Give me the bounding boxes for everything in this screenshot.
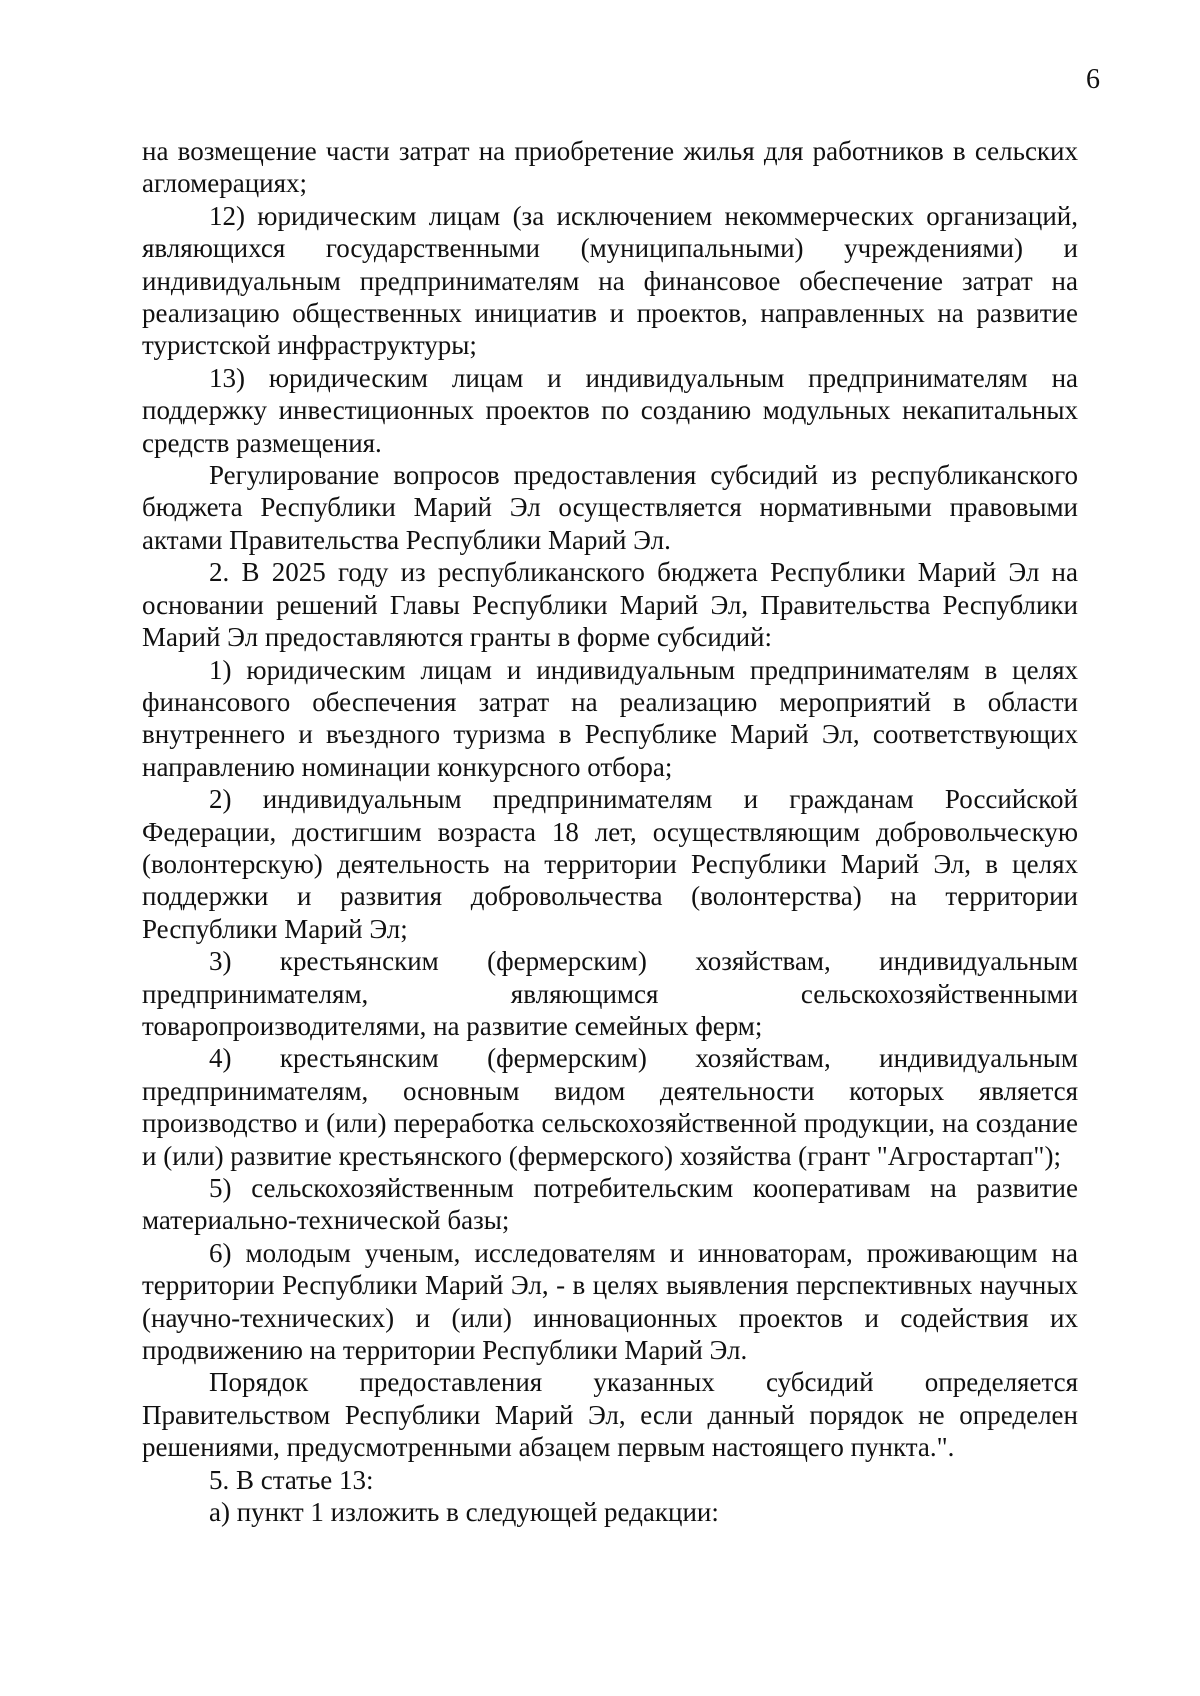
- page-number: 6: [1086, 64, 1100, 95]
- paragraph-grant-3: 3) крестьянским (фермерским) хозяйствам, индивидуальным предпринимателям, являющимся сельскохозяйственными товаропроизводителями, на развитие семейных ферм;: [142, 946, 1078, 1041]
- paragraph-grant-6: 6) молодым ученым, исследователям и инноваторам, проживающим на территории Республики Марий Эл, - в целях выявления перспективных научных (научно-технических) и (или) инновационных проектов и содействия их продвижению на территории Республики Марий Эл.: [142, 1237, 1078, 1366]
- paragraph-regulation: Регулирование вопросов предоставления субсидий из республиканского бюджета Республики Марий Эл осуществляется нормативными правовыми актами Правительства Республики Марий Эл.: [142, 460, 1078, 555]
- paragraph-item-13: 13) юридическим лицам и индивидуальным предпринимателям на поддержку инвестиционных проектов по созданию модульных некапитальных средств размещения.: [142, 362, 1078, 458]
- document-body: [142, 135, 1078, 1528]
- paragraph-section-2: 2. В 2025 году из республиканского бюджета Республики Марий Эл на основании решений Главы Республики Марий Эл, Правительства Республики Марий Эл предоставляются гранты в форме субсидий:: [142, 557, 1078, 653]
- paragraph-grant-1: 1) юридическим лицам и индивидуальным предпринимателям в целях финансового обеспечения затрат на реализацию мероприятий в области внутреннего и въездного туризма в Республике Марий Эл, соответствующих направлению номинации конкурсного отбора;: [142, 654, 1078, 782]
- paragraph-item-a: а) пункт 1 изложить в следующей редакции:: [209, 1497, 719, 1528]
- paragraph-article-13: 5. В статье 13:: [209, 1464, 374, 1495]
- paragraph-continuation: на возмещение части затрат на приобретение жилья для работников в сельских агломерациях;: [142, 136, 1078, 199]
- paragraph-grant-2: 2) индивидуальным предпринимателям и гражданам Российской Федерации, достигшим возраста 18 лет, осуществляющим добровольческую (волонтерскую) деятельность на территории Республики Марий Эл, в целях поддержки и развития добровольчества (волонтерства) на территории Республики Марий Эл;: [142, 784, 1078, 944]
- paragraph-procedure: Порядок предоставления указанных субсидий определяется Правительством Республики Марий Эл, если данный порядок не определен решениями, предусмотренными абзацем первым настоящего пункта.".: [142, 1367, 1078, 1463]
- paragraph-grant-4: 4) крестьянским (фермерским) хозяйствам, индивидуальным предпринимателям, основным видом деятельности которых является производство и (или) переработка сельскохозяйственной продукции, на создание и (или) развитие крестьянского (фермерского) хозяйства (грант "Агростартап");: [142, 1043, 1078, 1171]
- paragraph-item-12: 12) юридическим лицам (за исключением некоммерческих организаций, являющихся государственными (муниципальными) учреждениями) и индивидуальным предпринимателям на финансовое обеспечение затрат на реализацию общественных инициатив и проектов, направленных на развитие туристской инфраструктуры;: [142, 200, 1078, 361]
- paragraph-grant-5: 5) сельскохозяйственным потребительским кооперативам на развитие материально-технической базы;: [142, 1173, 1078, 1236]
